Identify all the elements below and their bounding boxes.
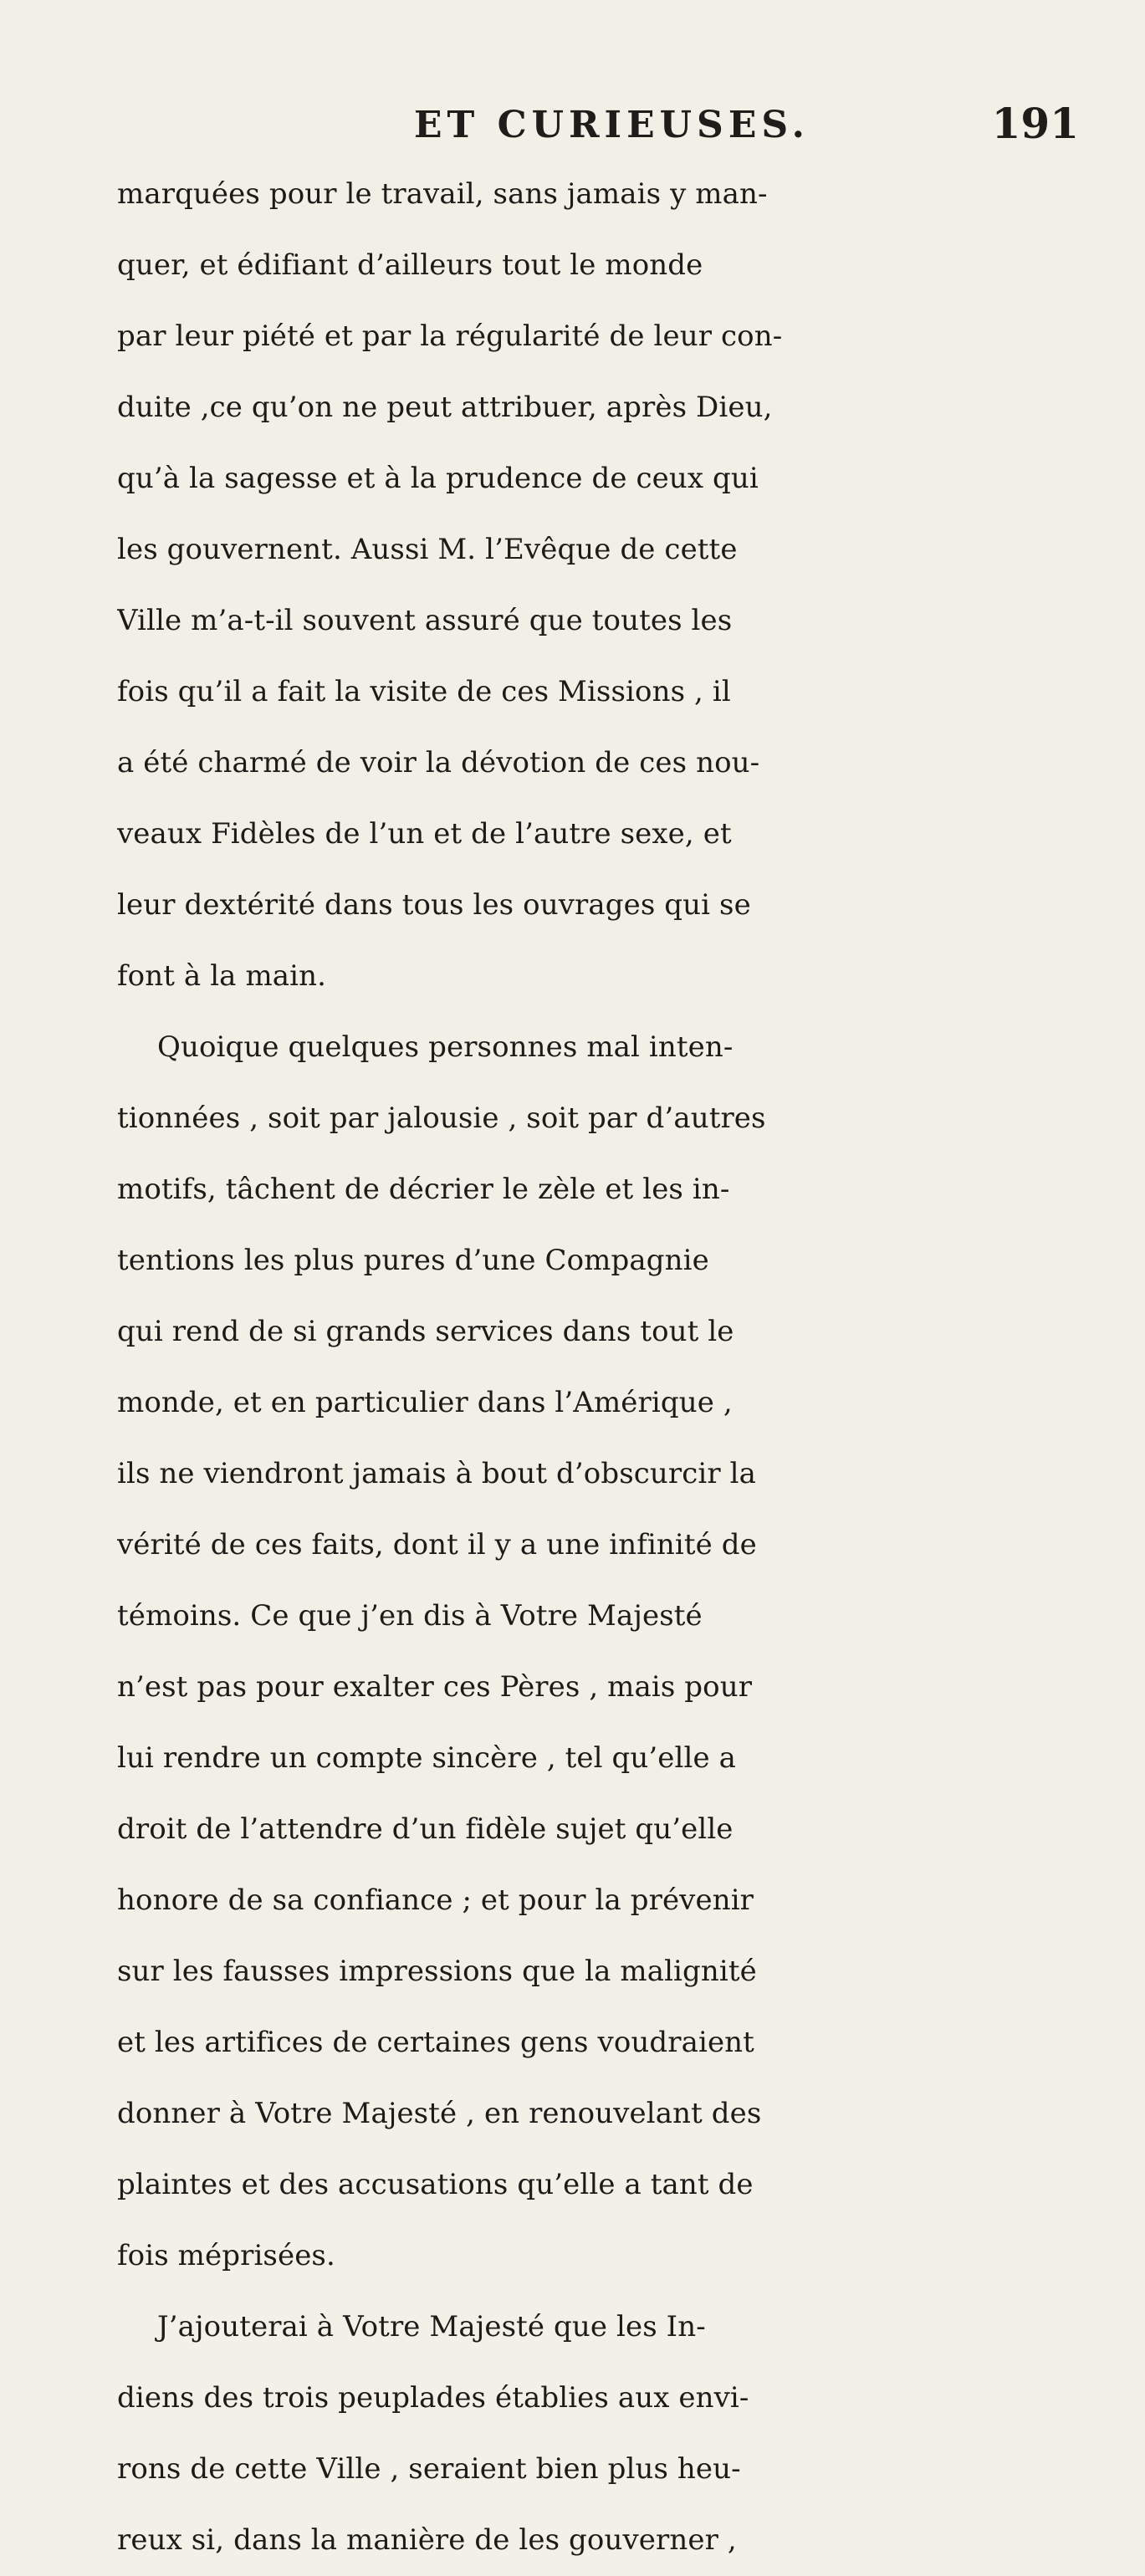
text-line: sur les fausses impressions que la malignité	[117, 1955, 757, 1988]
text-line: donner à Votre Majesté , en renouvelant des	[117, 2097, 762, 2130]
text-line: par leur piété et par la régularité de leur con-	[117, 319, 783, 353]
page-number: 191	[991, 99, 1079, 148]
text-line: reux si, dans la manière de les gouverner ,	[117, 2523, 737, 2557]
text-line: ils ne viendront jamais à bout d’obscurcir la	[117, 1457, 756, 1490]
text-line: leur dextérité dans tous les ouvrages qui se	[117, 888, 751, 922]
text-line: duite ,ce qu’on ne peut attribuer, après Dieu,	[117, 391, 773, 424]
text-line: plaintes et des accusations qu’elle a tant de	[117, 2168, 754, 2201]
text-line: font à la main.	[117, 959, 327, 993]
text-line: fois méprisées.	[117, 2239, 335, 2272]
page-header	[117, 99, 1079, 166]
text-line: vérité de ces faits, dont il y a une infinité de	[117, 1528, 757, 1561]
paragraph-first-line: J’ajouterai à Votre Majesté que les In-	[157, 2310, 706, 2343]
text-line: diens des trois peuplades établies aux envi-	[117, 2381, 749, 2415]
text-line: n’est pas pour exalter ces Pères , mais pour	[117, 1670, 753, 1704]
text-line: qu’à la sagesse et à la prudence de ceux qui	[117, 462, 759, 495]
text-line: les gouvernent. Aussi M. l’Evêque de cette	[117, 533, 738, 566]
text-line: marquées pour le travail, sans jamais y man-	[117, 177, 768, 211]
text-line: Ville m’a-t-il souvent assuré que toutes les	[117, 604, 733, 637]
text-line: rons de cette Ville , seraient bien plus heu-	[117, 2452, 741, 2486]
text-line: motifs, tâchent de décrier le zèle et les in-	[117, 1173, 730, 1206]
paragraph-first-line: Quoique quelques personnes mal inten-	[157, 1030, 734, 1064]
text-line: qui rend de si grands services dans tout le	[117, 1315, 734, 1348]
body-text	[117, 159, 1079, 2576]
text-line: et les artifices de certaines gens voudraient	[117, 2026, 754, 2059]
running-title: ET CURIEUSES.	[414, 104, 810, 146]
text-line: tionnées , soit par jalousie , soit par d’autres	[117, 1101, 766, 1135]
text-line: témoins. Ce que j’en dis à Votre Majesté	[117, 1599, 703, 1633]
text-line: lui rendre un compte sincère , tel qu’elle a	[117, 1741, 736, 1775]
text-line: monde, et en particulier dans l’Amérique ,	[117, 1386, 733, 1419]
text-line: honore de sa confiance ; et pour la prévenir	[117, 1883, 754, 1917]
text-line: droit de l’attendre d’un fidèle sujet qu’elle	[117, 1812, 734, 1846]
text-line: veaux Fidèles de l’un et de l’autre sexe, et	[117, 817, 732, 851]
text-line: a été charmé de voir la dévotion de ces nou-	[117, 746, 760, 779]
text-line: tentions les plus pures d’une Compagnie	[117, 1244, 709, 1277]
text-line: fois qu’il a fait la visite de ces Missions , il	[117, 675, 731, 708]
text-line: quer, et édifiant d’ailleurs tout le monde	[117, 248, 703, 282]
